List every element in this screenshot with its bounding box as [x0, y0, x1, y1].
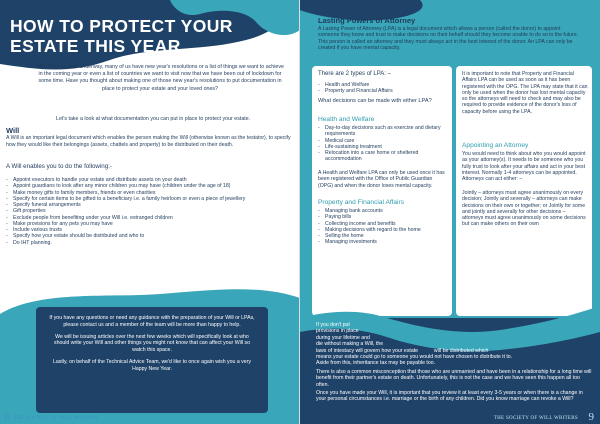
list-item: - Specify how your estate should be distributed and who to	[6, 233, 288, 239]
list-item: - Exclude people from benefiting under your Will i.e. estranged children	[6, 215, 288, 221]
types-question: What decisions can be made with either LPA?	[318, 98, 432, 104]
property-financial-heading: Property and Financial Affairs	[318, 199, 405, 206]
text-line: If you don't put	[316, 322, 350, 328]
callout-paragraph: Lastly, on behalf of the Technical Advice Team, we'd like to once again wish you a very Happy New Year.	[53, 358, 251, 372]
footer-left: THE SOCIETY OF WILL WRITERS	[14, 416, 99, 421]
page-number-left: 8	[4, 411, 10, 423]
footer-right: THE SOCIETY OF WILL WRITERS	[493, 416, 578, 421]
health-welfare-heading: Health and Welfare	[318, 116, 375, 123]
text-line: during your lifetime and	[316, 334, 370, 341]
appointing-attorney-text: You would need to think about who you would appoint as your attorney(s). It needs to be someone who you fully trust to look after your affairs and act in your best interest. Normally 1-4 attorneys can be appointed. Attorneys can act either: –	[462, 151, 586, 183]
health-welfare-list	[318, 125, 448, 163]
right-page	[300, 0, 600, 424]
list-item: - Making decisions with regard to the home	[318, 227, 448, 233]
lpa-description: A Lasting Power of Attorney (LPA) is a legal document which allows a person (called the donor) to appoint someone they know and trust to make decisions on their behalf should they become unable to do so in the future. This person is called an attorney and they must always act in the best interest of the donor. An LPA can only be created if you have mental capacity.	[318, 26, 579, 52]
text-line: Aside from this, inheritance tax may be payable too.	[316, 360, 436, 367]
list-item: - Selling the home	[318, 233, 448, 239]
list-item: - Property and Financial Affairs	[318, 88, 448, 94]
list-item: - Health and Welfare	[318, 82, 448, 88]
property-financial-list	[318, 208, 448, 246]
review-paragraph: Once you have made your Will, it is important that you review it at least every 3-5 years or when there is a change in your personal circumstances i.e. marriage or the birth of any children. Did you know marriage can revoke a Will?	[316, 390, 583, 403]
list-item: - Include various trusts	[6, 227, 288, 233]
attorney-options: Jointly – attorneys must agree unanimously on every decision; Jointly and severally – attorneys can make decisions on their own or together; or Jointly for some and jointly and severally for other decisions – attorneys must agree unanimously on some decisions but can make others on their own	[462, 190, 586, 228]
will-list	[6, 177, 288, 246]
text-line: laws of intestacy will govern how your estate will be distributed which	[316, 347, 489, 354]
list-item: - Managing bank accounts	[318, 208, 448, 214]
list-item: - Specify funeral arrangements	[6, 202, 288, 208]
list-item: - Collecting income and benefits	[318, 221, 448, 227]
will-description: A Will is an important legal document which enables the person making the Will (otherwise known as the testator), to specify how they would like their belongings (assets, chattels and property) to be distributed on their death.	[6, 135, 291, 148]
text-line: die without making a Will, the	[316, 341, 384, 348]
list-item: - Do IHT planning.	[6, 240, 288, 246]
types-heading: There are 2 types of LPA: –	[318, 71, 391, 77]
property-note: It is important to note that Property and Financial Affairs LPA can be used as soon as it has been registered with the OPG. The LPA may state that it can only be used when the donor has lost mental capacity so the attorneys will need to check and may also be required to provide evidence of the donor's loss of capacity before using the LPA.	[462, 71, 588, 115]
list-item: - Life-sustaining treatment	[318, 144, 448, 150]
appointing-attorney-heading: Appointing an Attorney	[462, 142, 529, 149]
list-item: - Make provisions for any pets you may have	[6, 221, 288, 227]
list-item: - Specify for certain items to be gifted to a beneficiary i.e. a family heirloom or even a piece of jewellery	[6, 196, 288, 202]
text-line: means your estate could go to someone you would not have chosen to distribute it to.	[316, 354, 513, 361]
lpa-types-card	[312, 66, 452, 316]
list-item: - Relocation into a care home or sheltered accommodation	[318, 150, 448, 163]
list-item: - Managing investments	[318, 239, 448, 245]
callout-paragraph: We will be issuing articles over the next few weeks which will specifically look at who should write your Will and other things you might not know that can affect your Will so watch this space.	[54, 333, 250, 354]
list-item: - Appoint guardians to look after any minor children you may have (children under the age of 18)	[6, 183, 288, 189]
list-item: - Medical care	[318, 138, 448, 144]
page-number-right: 9	[588, 411, 594, 423]
health-welfare-text: A Health and Welfare LPA can only be used once it has been registered with the Office of Public Guardian (OPG) and when the donor loses mental capacity.	[318, 170, 445, 189]
list-item: - Paying bills	[318, 214, 448, 220]
intestacy-paragraph	[316, 322, 596, 367]
misconception-paragraph: There is also a common misconception that those who are unmarried and have been in a relationship for a long time will benefit from their partner's estate on death. Unfortunately, this is not the case and we have seen this happen all too often.	[316, 369, 592, 388]
callout-paragraph: If you have any questions or need any guidance with the preparation of your Will or LPAs, please contact us and a member of the team will be more than happy to help.	[49, 315, 255, 328]
types-list	[318, 82, 448, 95]
will-heading: Will	[6, 126, 20, 135]
list-item: - Make money gifts to family members, friends or even charities	[6, 190, 288, 196]
intro-paragraph-2: Let's take a look at what documentation you can put in place to protect your estate.	[56, 116, 251, 122]
intro-paragraph: With the year well underway, many of us have new year's resolutions or a list of things we want to achieve in the coming year or even a list of countries we want to visit now that we have been out of lockdown for some time. Have you thought about making one of those new year's resolutions to put documentation in place to protect your estate and your loved ones?	[36, 64, 284, 92]
will-enables-heading: A Will enables you to do the following:-	[6, 163, 112, 170]
list-item: - Appoint executors to handle your estate and distribute assets on your death	[6, 177, 288, 183]
contact-callout-box	[36, 307, 268, 413]
attorney-card	[456, 66, 592, 316]
list-item: - Gift properties	[6, 208, 288, 214]
list-item: - Day-to-day decisions such as exercise and dietary requirements	[318, 125, 448, 138]
article-title: HOW TO PROTECT YOUR ESTATE THIS YEAR	[10, 16, 233, 56]
text-line: provisions in place	[316, 328, 359, 335]
lpa-heading: Lasting Powers of Attorney	[318, 16, 416, 25]
